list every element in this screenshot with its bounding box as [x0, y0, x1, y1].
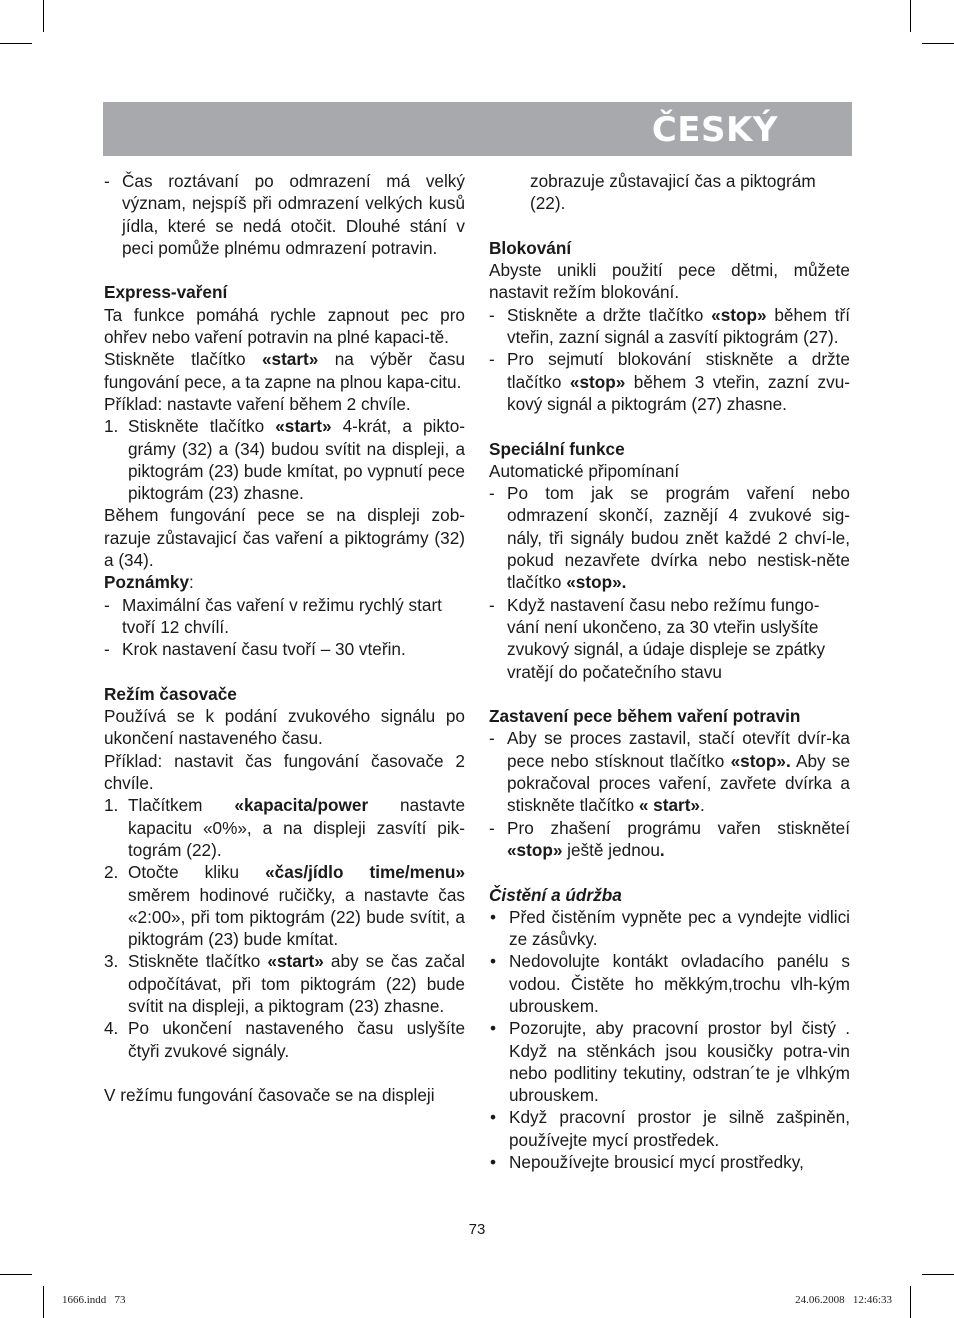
- crop-mark: [0, 43, 32, 44]
- list-item-text: Pro sejmutí blokování stiskněte a držte tlačítko «stop» během 3 vteřin, zazní zvu-kový signál a piktográm (27) zhasne.: [507, 349, 851, 414]
- list-item-text: Krok nastavení času tvoří – 30 vteřin.: [122, 639, 406, 660]
- list-item: [104, 594, 465, 639]
- list-item-text: Pro zhašení prográmu vařen stiskněteí «stop» ještě jednou.: [507, 817, 850, 860]
- bullet-marker: •: [490, 1018, 497, 1039]
- step-number: 4.: [104, 1018, 119, 1039]
- list-item: [489, 817, 850, 862]
- list-item: [489, 1151, 850, 1173]
- list-item: [489, 304, 850, 349]
- paragraph: Stiskněte tlačítko «start» na výběr času fungování pece, a ta zapne na plnou kapa-citu.: [104, 349, 466, 392]
- crop-mark: [922, 43, 954, 44]
- list-item-text: Čas roztávaní po odmrazení má velký význam, nejspíš při odmrazení velkých kusů jídla, které se nedá otočit. Dlouhé stání v peci pomůže plnému odmrazení potravin.: [122, 171, 465, 258]
- bullet-marker: •: [490, 1152, 497, 1173]
- section-heading: Speciální funkce: [489, 438, 625, 459]
- list-item-text: Tlačítkem «kapacita/power nastavte kapacitu «0%», a na displeji zasvítí pik-tográm (22).: [128, 795, 466, 860]
- list-item-text: Pozorujte, aby pracovní prostor byl čistý . Když na stěnkách jsou kousičky potra-vin nebo podlitiny tekutiny, odstran´te je vlhkým ubrouskem.: [509, 1018, 850, 1106]
- list-item: [104, 415, 465, 504]
- list-item: [104, 950, 465, 1017]
- list-item: [104, 861, 465, 950]
- dash-marker: -: [104, 639, 110, 660]
- list-item-text: Stiskněte a držte tlačítko «stop» během tří vteřin, zazní signál a zasvítí piktográm (27).: [507, 304, 850, 348]
- dash-marker: -: [489, 483, 495, 504]
- list-item-text: Když nastavení času nebo režímu fungo-vání není ukončeno, za 30 vteřin uslyšíte zvukový signál, a údaje displeje se zpátky vratějí do počatečního stavu: [507, 594, 826, 682]
- list-item: [489, 950, 850, 1017]
- language-header-bar: [103, 102, 852, 156]
- paragraph: Příklad: nastavte vaření během 2 chvíle.: [104, 393, 411, 414]
- list-item-text: Po tom jak se prográm vaření nebo odmrazení skončí, zaznějí 4 zvukové sig-nály, tři signály budou znět každé 2 chví-le, pokud nezavřete dvírka nebo nestisk-něte tlačítko «stop».: [507, 483, 850, 593]
- list-item-text: Po ukončení nastaveného času uslyšíte čtyři zvukové signály.: [128, 1018, 465, 1061]
- step-number: 1.: [104, 795, 119, 816]
- paragraph: Ta funkce pomáhá rychle zapnout pec pro ohřev nebo vaření potravin na plné kapaci-tě.: [104, 304, 465, 348]
- paragraph: Abyste unikli použití pece dětmi, můžete nastavit režím blokování.: [489, 260, 850, 303]
- paragraph: Během fungování pece se na displeji zob-razuje zůstavajicí čas vaření a piktográmy (32) a (34).: [104, 505, 465, 571]
- step-number: 1.: [104, 416, 119, 437]
- crop-mark: [0, 1274, 32, 1275]
- section-heading: Zastavení pece během vaření potravin: [489, 706, 801, 727]
- section-heading: Blokování: [489, 237, 572, 258]
- file-slug: 1666.indd 73: [62, 1294, 126, 1306]
- dash-marker: -: [489, 349, 495, 370]
- list-item-text: Když pracovní prostor je silně zašpiněn, používejte mycí prostředek.: [509, 1107, 850, 1150]
- section-heading: Režím časovače: [104, 683, 237, 704]
- left-column: [104, 170, 465, 1106]
- list-item: [104, 170, 465, 259]
- list-item-text: Aby se proces zastavil, stačí otevřít dvír-ka pece nebo stísknout tlačítko «stop». Aby se pokračoval proces vaření, zavřete dvírka a stiskněte tlačítko « start».: [507, 728, 851, 816]
- bullet-marker: •: [490, 1107, 497, 1128]
- list-item: [489, 348, 850, 415]
- crop-mark: [910, 0, 911, 32]
- paragraph: V režímu fungování časovače se na displeji: [104, 1085, 435, 1106]
- list-item-text: Před čistěním vypněte pec a vyndejte vidlici ze zásůvky.: [509, 906, 850, 950]
- dash-marker: -: [489, 728, 495, 749]
- bullet-marker: •: [490, 906, 497, 927]
- dash-marker: -: [489, 817, 495, 838]
- page-number: 73: [468, 1221, 486, 1238]
- date-slug: 24.06.2008 12:46:33: [795, 1294, 892, 1306]
- list-item: [489, 906, 850, 951]
- list-item: [489, 727, 850, 816]
- list-item-text: Nedovolujte kontákt ovladacího panélu s vodou. Čistěte ho měkkým,trochu vlh-kým ubrouskem.: [509, 951, 850, 1016]
- list-item: [104, 794, 465, 861]
- crop-mark: [43, 1286, 44, 1318]
- dash-marker: -: [104, 594, 110, 615]
- crop-mark: [922, 1274, 954, 1275]
- list-item: [489, 1017, 850, 1106]
- paragraph: Používá se k podání zvukového signálu po ukončení nastaveného času.: [104, 706, 465, 749]
- notes-heading: Poznámky:: [104, 572, 194, 593]
- list-item-text: Otočte kliku «čas/jídlo time/menu» směrem hodinové ručičky, a nastavte čas «2:00», při tom piktográm (22) bude svítit, a piktográm (23) bude kmítat.: [128, 862, 465, 950]
- dash-marker: -: [489, 594, 495, 615]
- list-item: [489, 1106, 850, 1151]
- list-item: [489, 594, 850, 683]
- list-item: [104, 638, 465, 660]
- paragraph: Automatické připomínaní: [489, 460, 680, 481]
- dash-marker: -: [104, 171, 110, 191]
- page-title: ČESKÝ: [651, 110, 778, 150]
- dash-marker: -: [489, 304, 495, 325]
- list-item-text: Stiskněte tlačítko «start» 4-krát, a pikto-grámy (32) a (34) budou svítit na displeji, a piktográm (23) bude kmítat, po vypnutí pece piktográm (23) zhasne.: [128, 416, 465, 504]
- section-heading: Čistění a údržba: [489, 884, 622, 905]
- paragraph-continued: zobrazuje zůstavajicí čas a piktográm (22).: [530, 171, 816, 214]
- list-item-text: Stiskněte tlačítko «start» aby se čas začal odpočítávat, při tom piktográm (22) bude svítit na displeji, a piktogram (23) zhasne.: [128, 951, 465, 1016]
- crop-mark: [910, 1286, 911, 1318]
- list-item-text: Nepoužívejte brousicí mycí prostředky,: [509, 1152, 804, 1173]
- step-number: 3.: [104, 951, 119, 972]
- section-heading: Express-vaření: [104, 282, 228, 303]
- list-item: [489, 482, 850, 593]
- paragraph: Příklad: nastavit čas fungování časovače 2 chvíle.: [104, 750, 465, 794]
- step-number: 2.: [104, 862, 119, 883]
- right-column: [489, 170, 850, 1173]
- crop-mark: [43, 0, 44, 32]
- list-item: [104, 1017, 465, 1062]
- bullet-marker: •: [490, 951, 497, 972]
- list-item-text: Maximální čas vaření v režimu rychlý start tvoří 12 chvílí.: [122, 594, 442, 637]
